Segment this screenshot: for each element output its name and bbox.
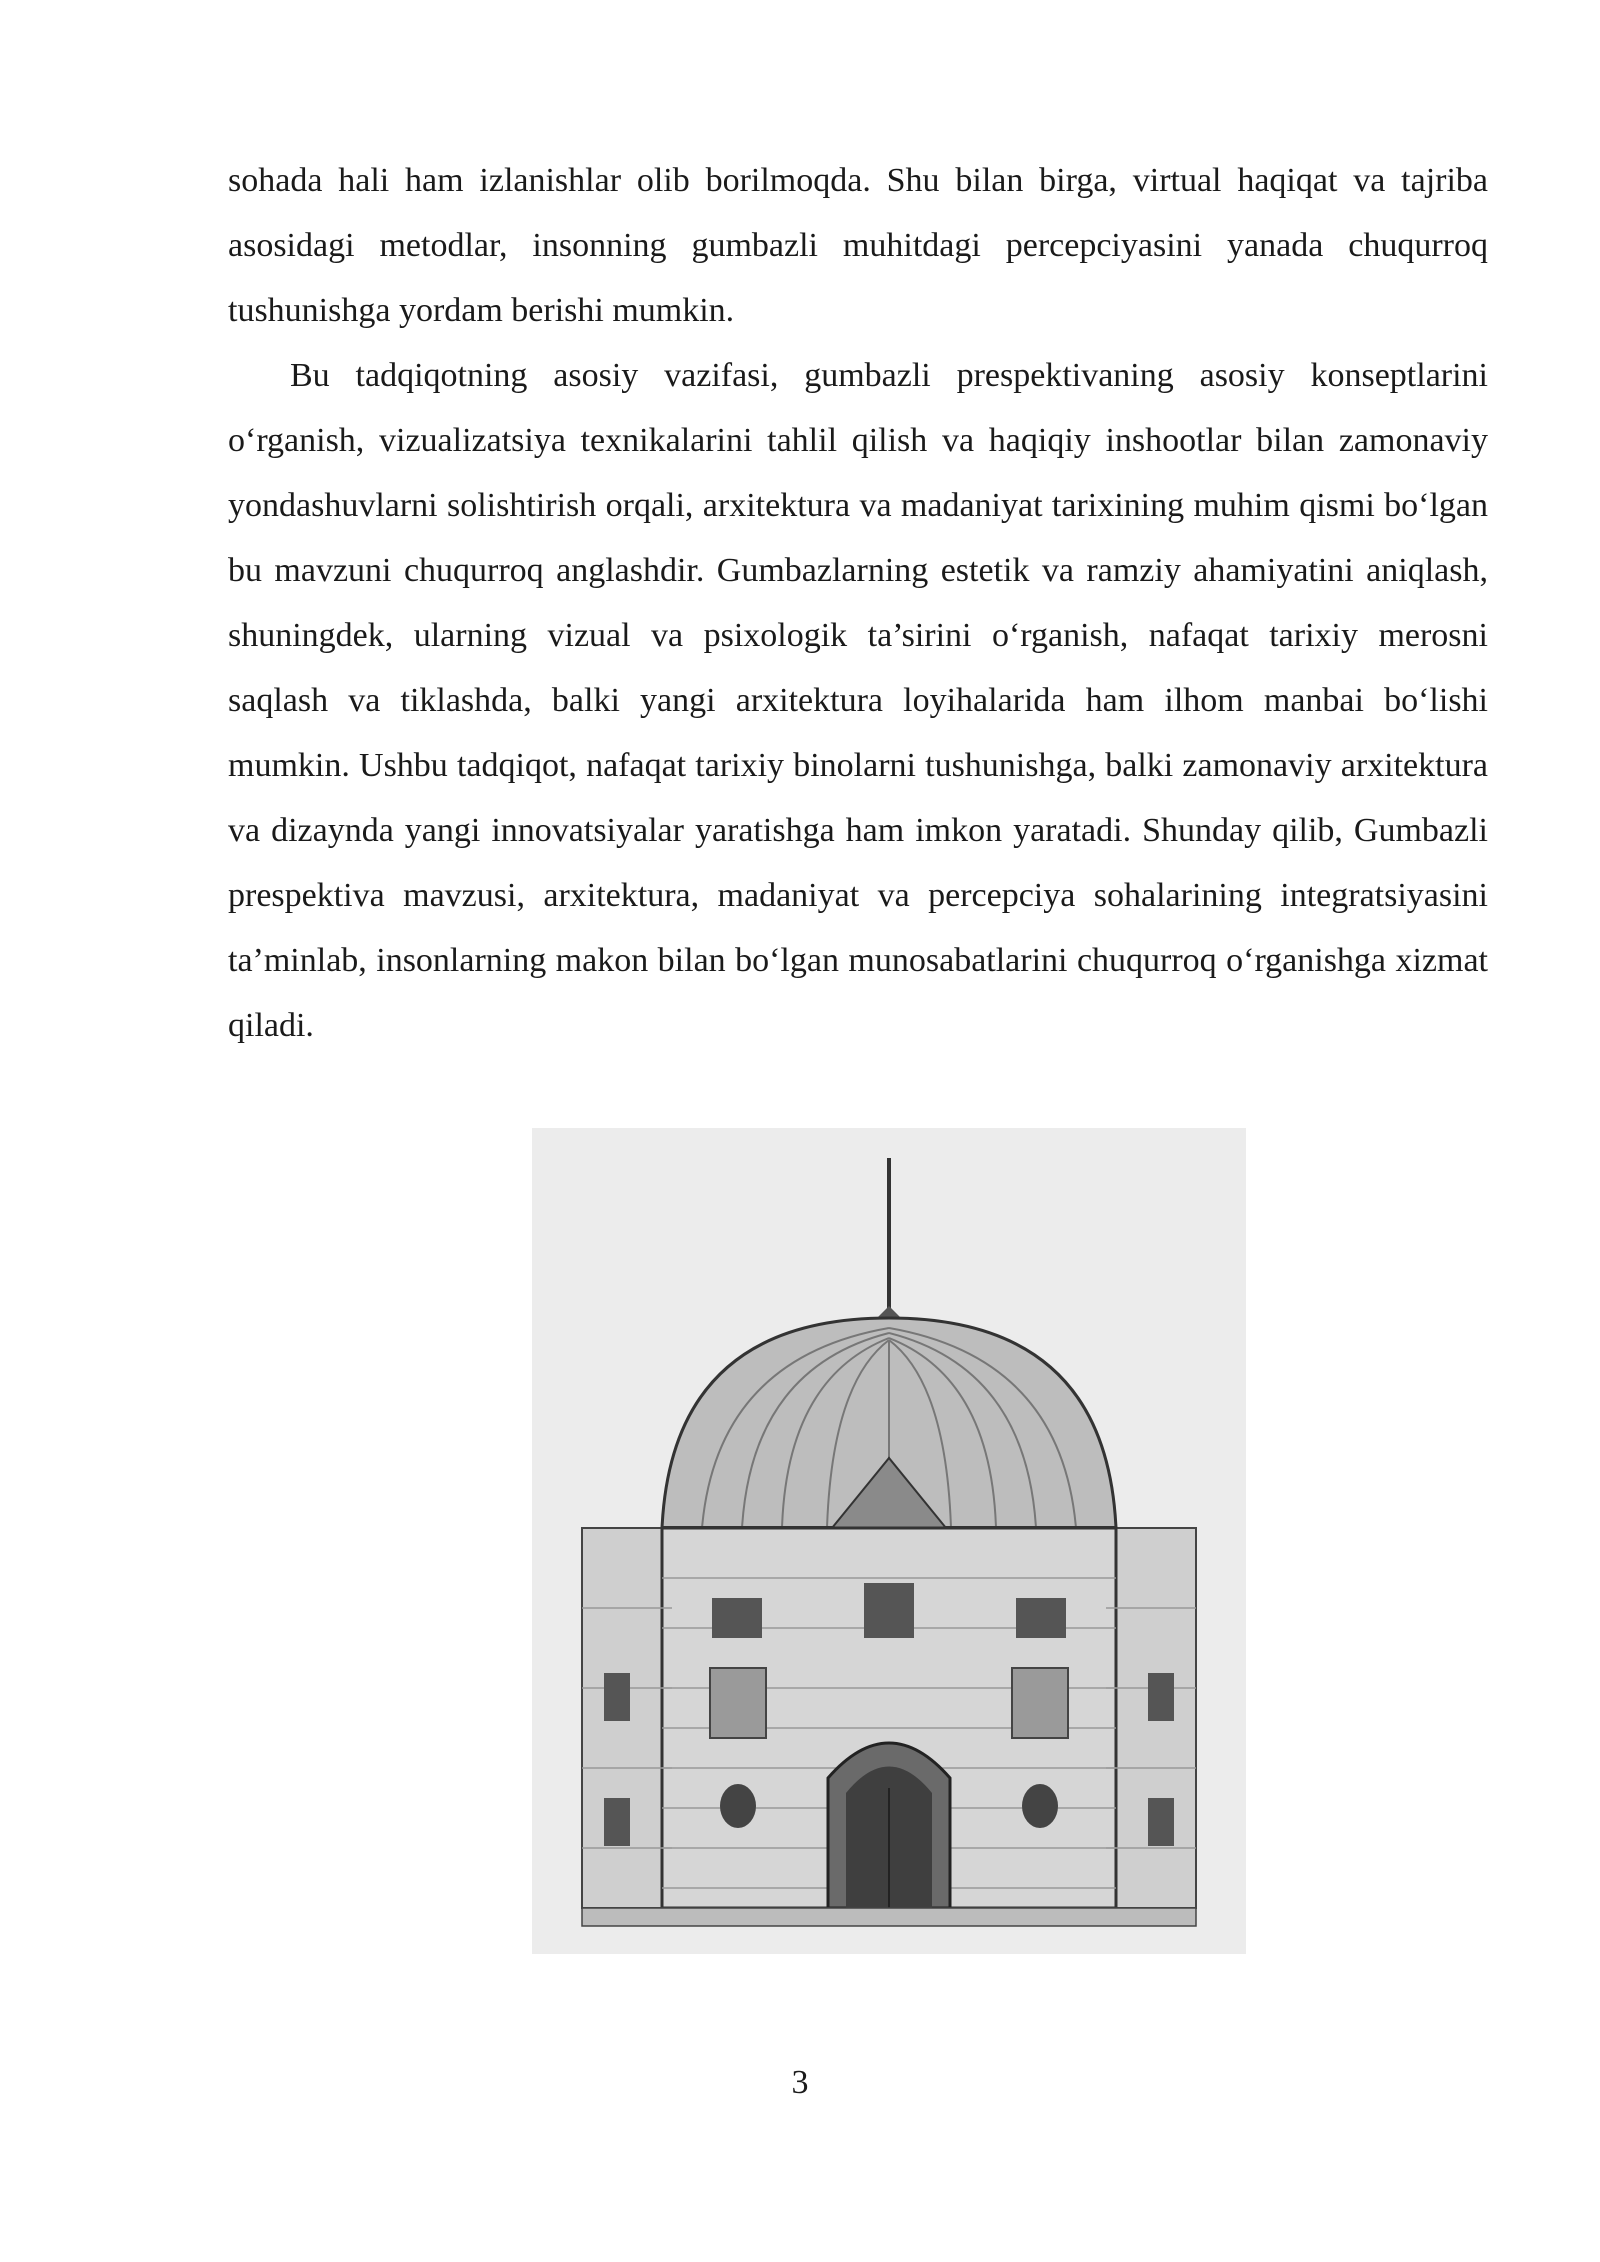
domed-building-drawing <box>532 1128 1246 1954</box>
domed-building-illustration <box>532 1128 1246 1954</box>
page-number: 3 <box>791 2064 809 2101</box>
body-text <box>228 148 1488 1058</box>
paragraph-main: Bu tadqiqotning asosiy vazifasi, gumbazli prespektivaning asosiy konseptlarini o‘rganish, vizualizatsiya texnikalarini tahlil qilish va haqiqiy inshootlar bilan zamonaviy yondashuvlarni solishtirish orqali, arxitektura va madaniyat tarixining muhim qismi bo‘lgan bu mavzuni chuqurroq anglashdir. Gumbazlarning estetik va ramziy ahamiyatini aniqlash, shuningdek, ularning vizual va psixologik ta’sirini o‘rganish, nafaqat tarixiy merosni saqlash va tiklashda, balki yangi arxitektura loyihalarida ham ilhom manbai bo‘lishi mumkin. Ushbu tadqiqot, nafaqat tarixiy binolarni tushunishga, balki zamonaviy arxitektura va dizaynda yangi innovatsiyalar yaratishga ham imkon yaratadi. Shunday qilib, Gumbazli prespektiva mavzusi, arxitektura, madaniyat va percepciya sohalarining integratsiyasini ta’minlab, insonlarning makon bilan bo‘lgan munosabatlarini chuqurroq o‘rganishga xizmat qiladi. <box>228 357 1488 1044</box>
paragraph-continuation: sohada hali ham izlanishlar olib borilmoqda. Shu bilan birga, virtual haqiqat va tajriba asosidagi metodlar, insonning gumbazli muhitdagi percepciyasini yanada chuqurroq tushunishga yordam berishi mumkin. <box>228 162 1488 329</box>
